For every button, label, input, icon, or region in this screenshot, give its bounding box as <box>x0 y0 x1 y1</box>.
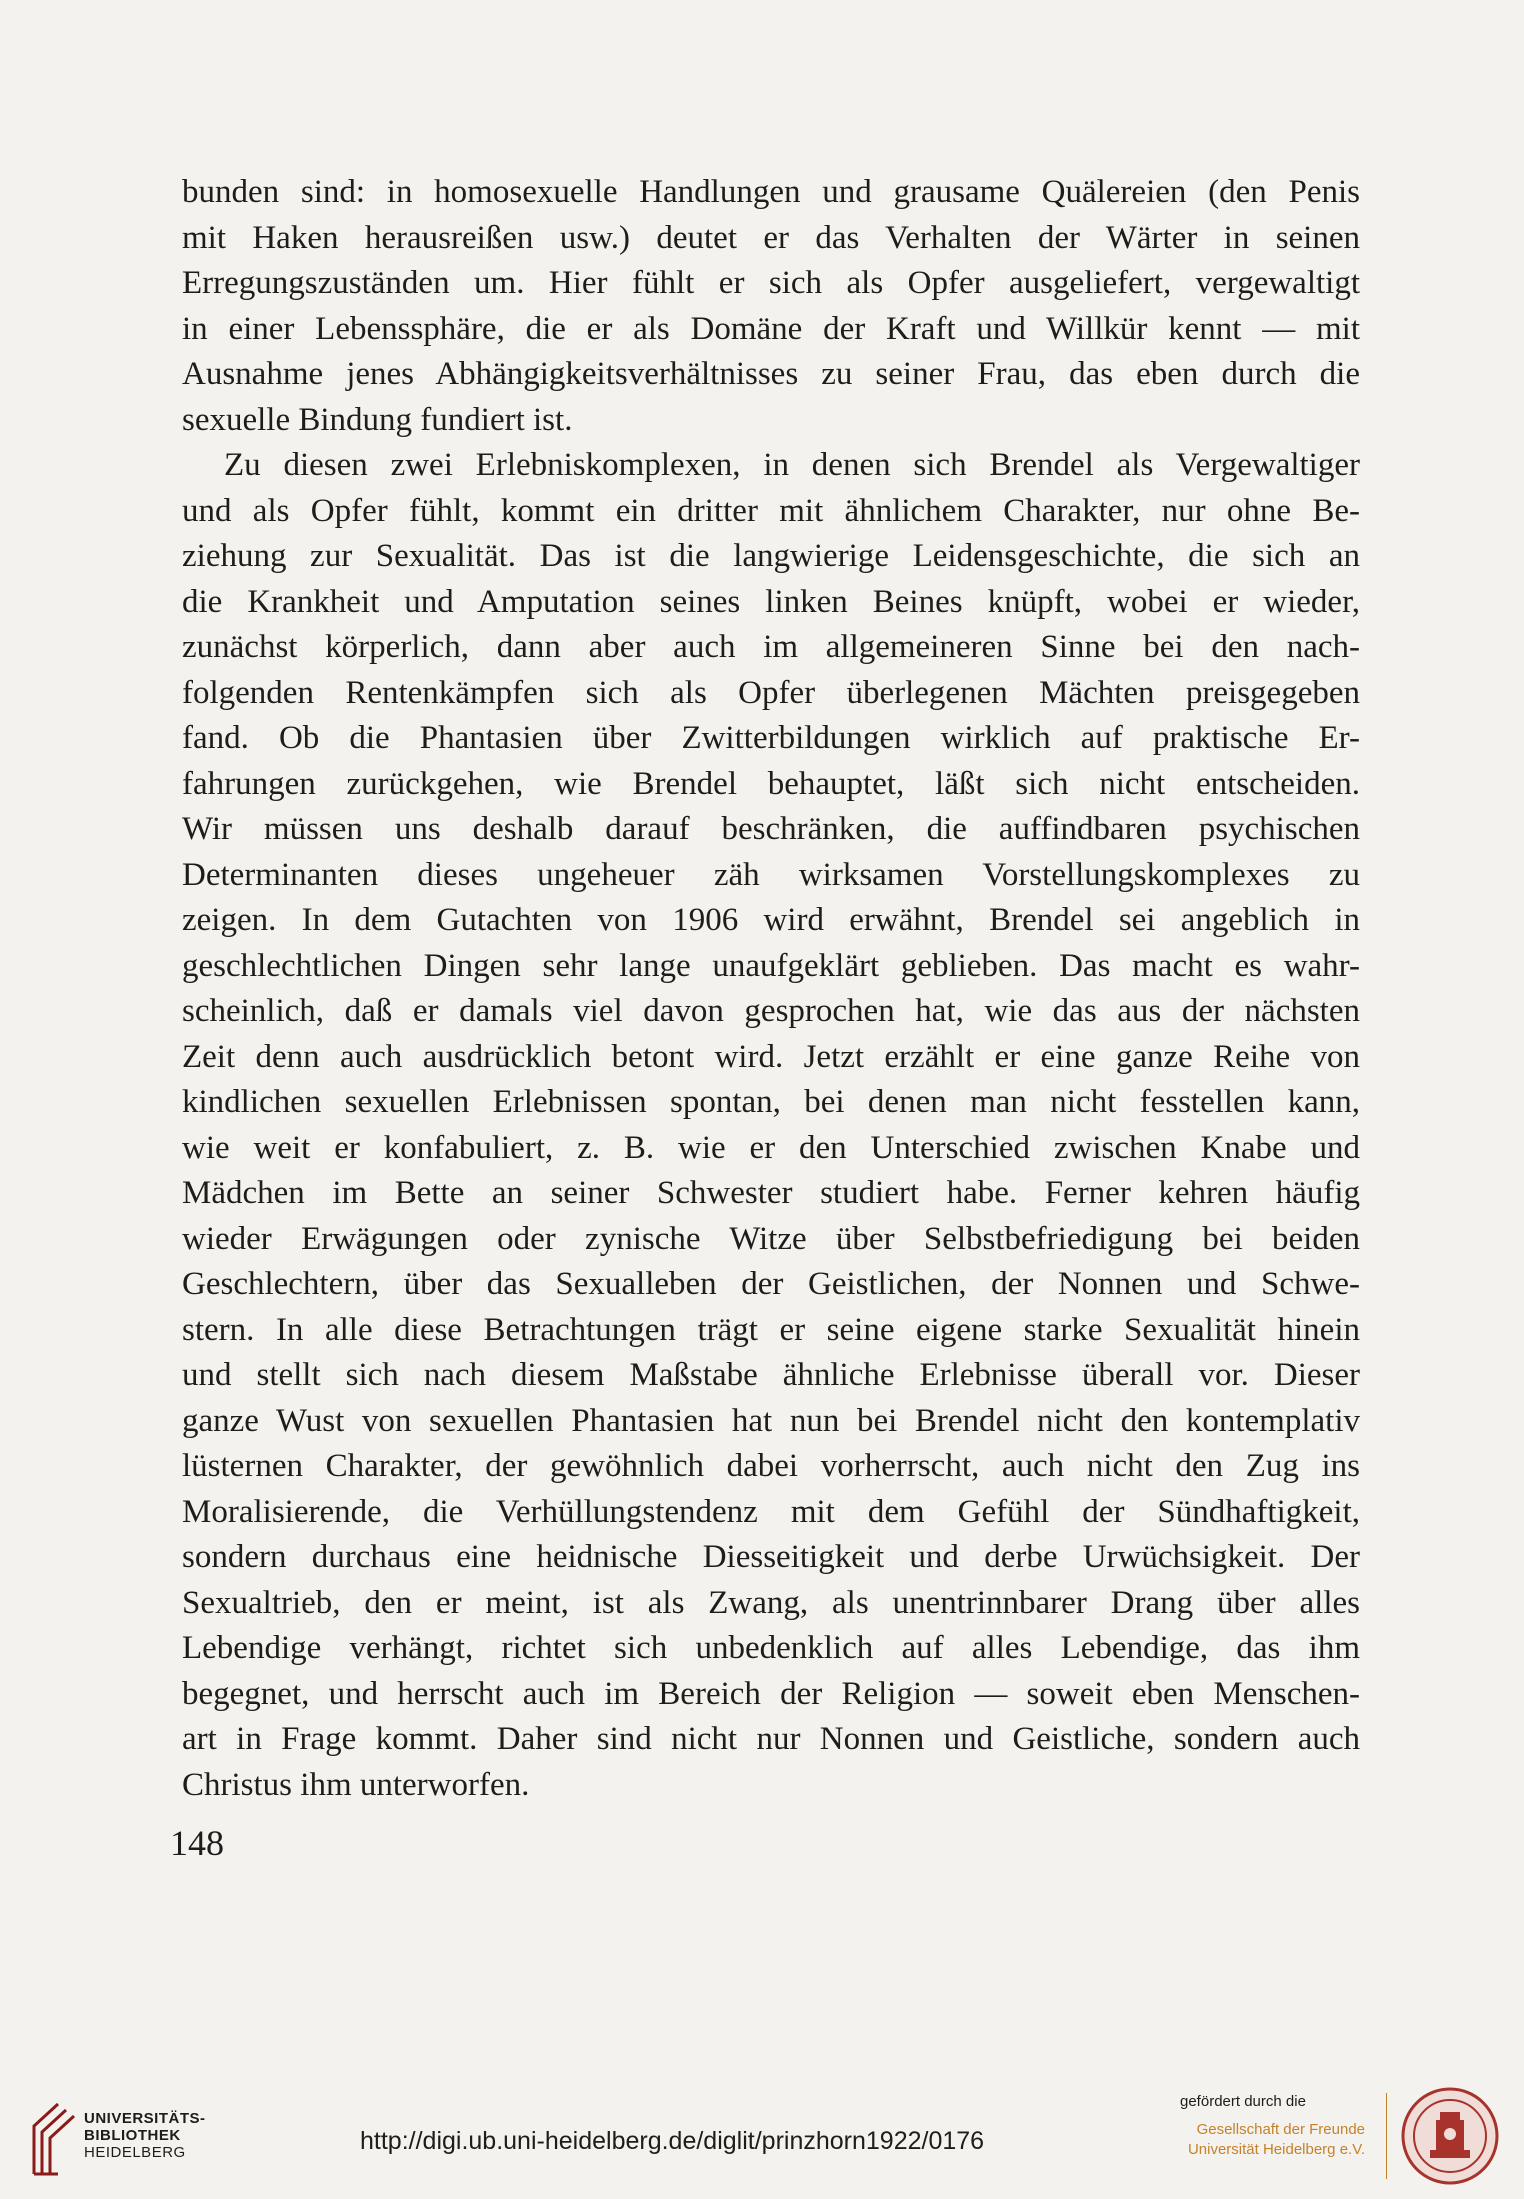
page-number: 148 <box>170 1823 224 1863</box>
library-name-line: UNIVERSITÄTS- <box>84 2110 206 2127</box>
society-name[interactable] <box>1175 2120 1365 2160</box>
text-line: Determinanten dieses ungeheuer zäh wirksamen Vorstellungskomplexes zu <box>182 856 1360 893</box>
text-line: Ausnahme jenes Abhängigkeitsverhältnisses zu seiner Frau, das eben durch die <box>182 356 1360 392</box>
text-line: und stellt sich nach diesem Maßstabe ähnliche Erlebnisse überall vor. Dieser <box>182 1357 1360 1393</box>
text-line: lüsternen Charakter, der gewöhnlich dabei vorherrscht, auch nicht den Zug ins <box>182 1448 1360 1484</box>
library-name-line: BIBLIOTHEK <box>84 2127 181 2144</box>
text-line: und als Opfer fühlt, kommt ein dritter mit ähnlichem Charakter, nur ohne Be- <box>182 492 1360 529</box>
text-line: Lebendige verhängt, richtet sich unbedenklich auf alles Lebendige, das ihm <box>182 1630 1360 1666</box>
text-line: stern. In alle diese Betrachtungen trägt er seine eigene starke Sexualität hinein <box>182 1311 1360 1348</box>
text-line: kindlichen sexuellen Erlebnissen spontan, bei denen man nicht fesstellen kann, <box>182 1084 1360 1120</box>
text-line: zunächst körperlich, dann aber auch im allgemeineren Sinne bei den nach- <box>182 629 1360 665</box>
ub-logo-icon[interactable] <box>28 2100 76 2178</box>
text-line: folgenden Rentenkämpfen sich als Opfer überlegenen Mächten preisgegeben <box>182 674 1360 711</box>
text-line: scheinlich, daß er damals viel davon gesprochen hat, wie das aus der nächsten <box>182 993 1360 1029</box>
text-line: in einer Lebenssphäre, die er als Domäne der Kraft und Willkür kennt — mit <box>182 310 1360 347</box>
text-line: zeigen. In dem Gutachten von 1906 wird erwähnt, Brendel sei angeblich in <box>182 902 1360 938</box>
text-line: wieder Erwägungen oder zynische Witze über Selbstbefriedigung bei beiden <box>182 1220 1360 1257</box>
text-line: fand. Ob die Phantasien über Zwitterbildungen wirklich auf praktische Er- <box>182 720 1360 756</box>
text-line: Geschlechtern, über das Sexualleben der Geistlichen, der Nonnen und Schwe- <box>182 1266 1360 1302</box>
text-line: ganze Wust von sexuellen Phantasien hat nun bei Brendel nicht den kontemplativ <box>182 1402 1360 1439</box>
text-line: Erregungszuständen um. Hier fühlt er sich als Opfer ausgeliefert, vergewaltigt <box>182 265 1360 301</box>
text-line: Wir müssen uns deshalb darauf beschränken, die auffindbaren psychischen <box>182 811 1360 847</box>
funded-by-label: gefördert durch die <box>1180 2093 1306 2110</box>
library-name[interactable] <box>84 2110 206 2161</box>
text-line: geschlechtlichen Dingen sehr lange unaufgeklärt geblieben. Das macht es wahr- <box>182 947 1360 984</box>
text-line: bunden sind: in homosexuelle Handlungen und grausame Quälereien (den Penis <box>182 174 1360 210</box>
text-line: Zu diesen zwei Erlebniskomplexen, in denen sich Brendel als Vergewaltiger <box>224 447 1360 483</box>
footer-divider <box>1386 2093 1387 2179</box>
text-line: ziehung zur Sexualität. Das ist die langwierige Leidensgeschichte, die sich an <box>182 538 1360 574</box>
text-line: Moralisierende, die Verhüllungstendenz mit dem Gefühl der Sündhaftigkeit, <box>182 1493 1360 1530</box>
text-line: Zeit denn auch ausdrücklich betont wird. Jetzt erzählt er eine ganze Reihe von <box>182 1038 1360 1075</box>
text-line: sexuelle Bindung fundiert ist. <box>182 401 573 438</box>
society-name-line: Gesellschaft der Freunde <box>1196 2121 1365 2138</box>
text-line: die Krankheit und Amputation seines linken Beines knüpft, wobei er wieder, <box>182 583 1360 620</box>
text-line: begegnet, und herrscht auch im Bereich der Religion — soweit eben Menschen- <box>182 1675 1360 1712</box>
text-line: fahrungen zurückgehen, wie Brendel behauptet, läßt sich nicht entscheiden. <box>182 765 1360 802</box>
text-line: mit Haken herausreißen usw.) deutet er das Verhalten der Wärter in seinen <box>182 219 1360 256</box>
permalink-url[interactable]: http://digi.ub.uni-heidelberg.de/diglit/prinzhorn1922/0176 <box>360 2127 985 2155</box>
text-line: sondern durchaus eine heidnische Diesseitigkeit und derbe Urwüchsigkeit. Der <box>182 1539 1360 1575</box>
body-text <box>182 170 1360 1808</box>
text-line: wie weit er konfabuliert, z. B. wie er den Unterschied zwischen Knabe und <box>182 1129 1360 1166</box>
society-name-line: Universität Heidelberg e.V. <box>1187 2141 1365 2158</box>
library-name-line: HEIDELBERG <box>84 2144 186 2161</box>
university-seal-icon <box>1400 2086 1500 2186</box>
text-line: Christus ihm unterworfen. <box>182 1766 530 1803</box>
text-line: art in Frage kommt. Daher sind nicht nur Nonnen und Geistliche, sondern auch <box>182 1721 1360 1757</box>
text-line: Sexualtrieb, den er meint, ist als Zwang, als unentrinnbarer Drang über alles <box>182 1584 1360 1621</box>
text-line: Mädchen im Bette an seiner Schwester studiert habe. Ferner kehren häufig <box>182 1175 1360 1211</box>
